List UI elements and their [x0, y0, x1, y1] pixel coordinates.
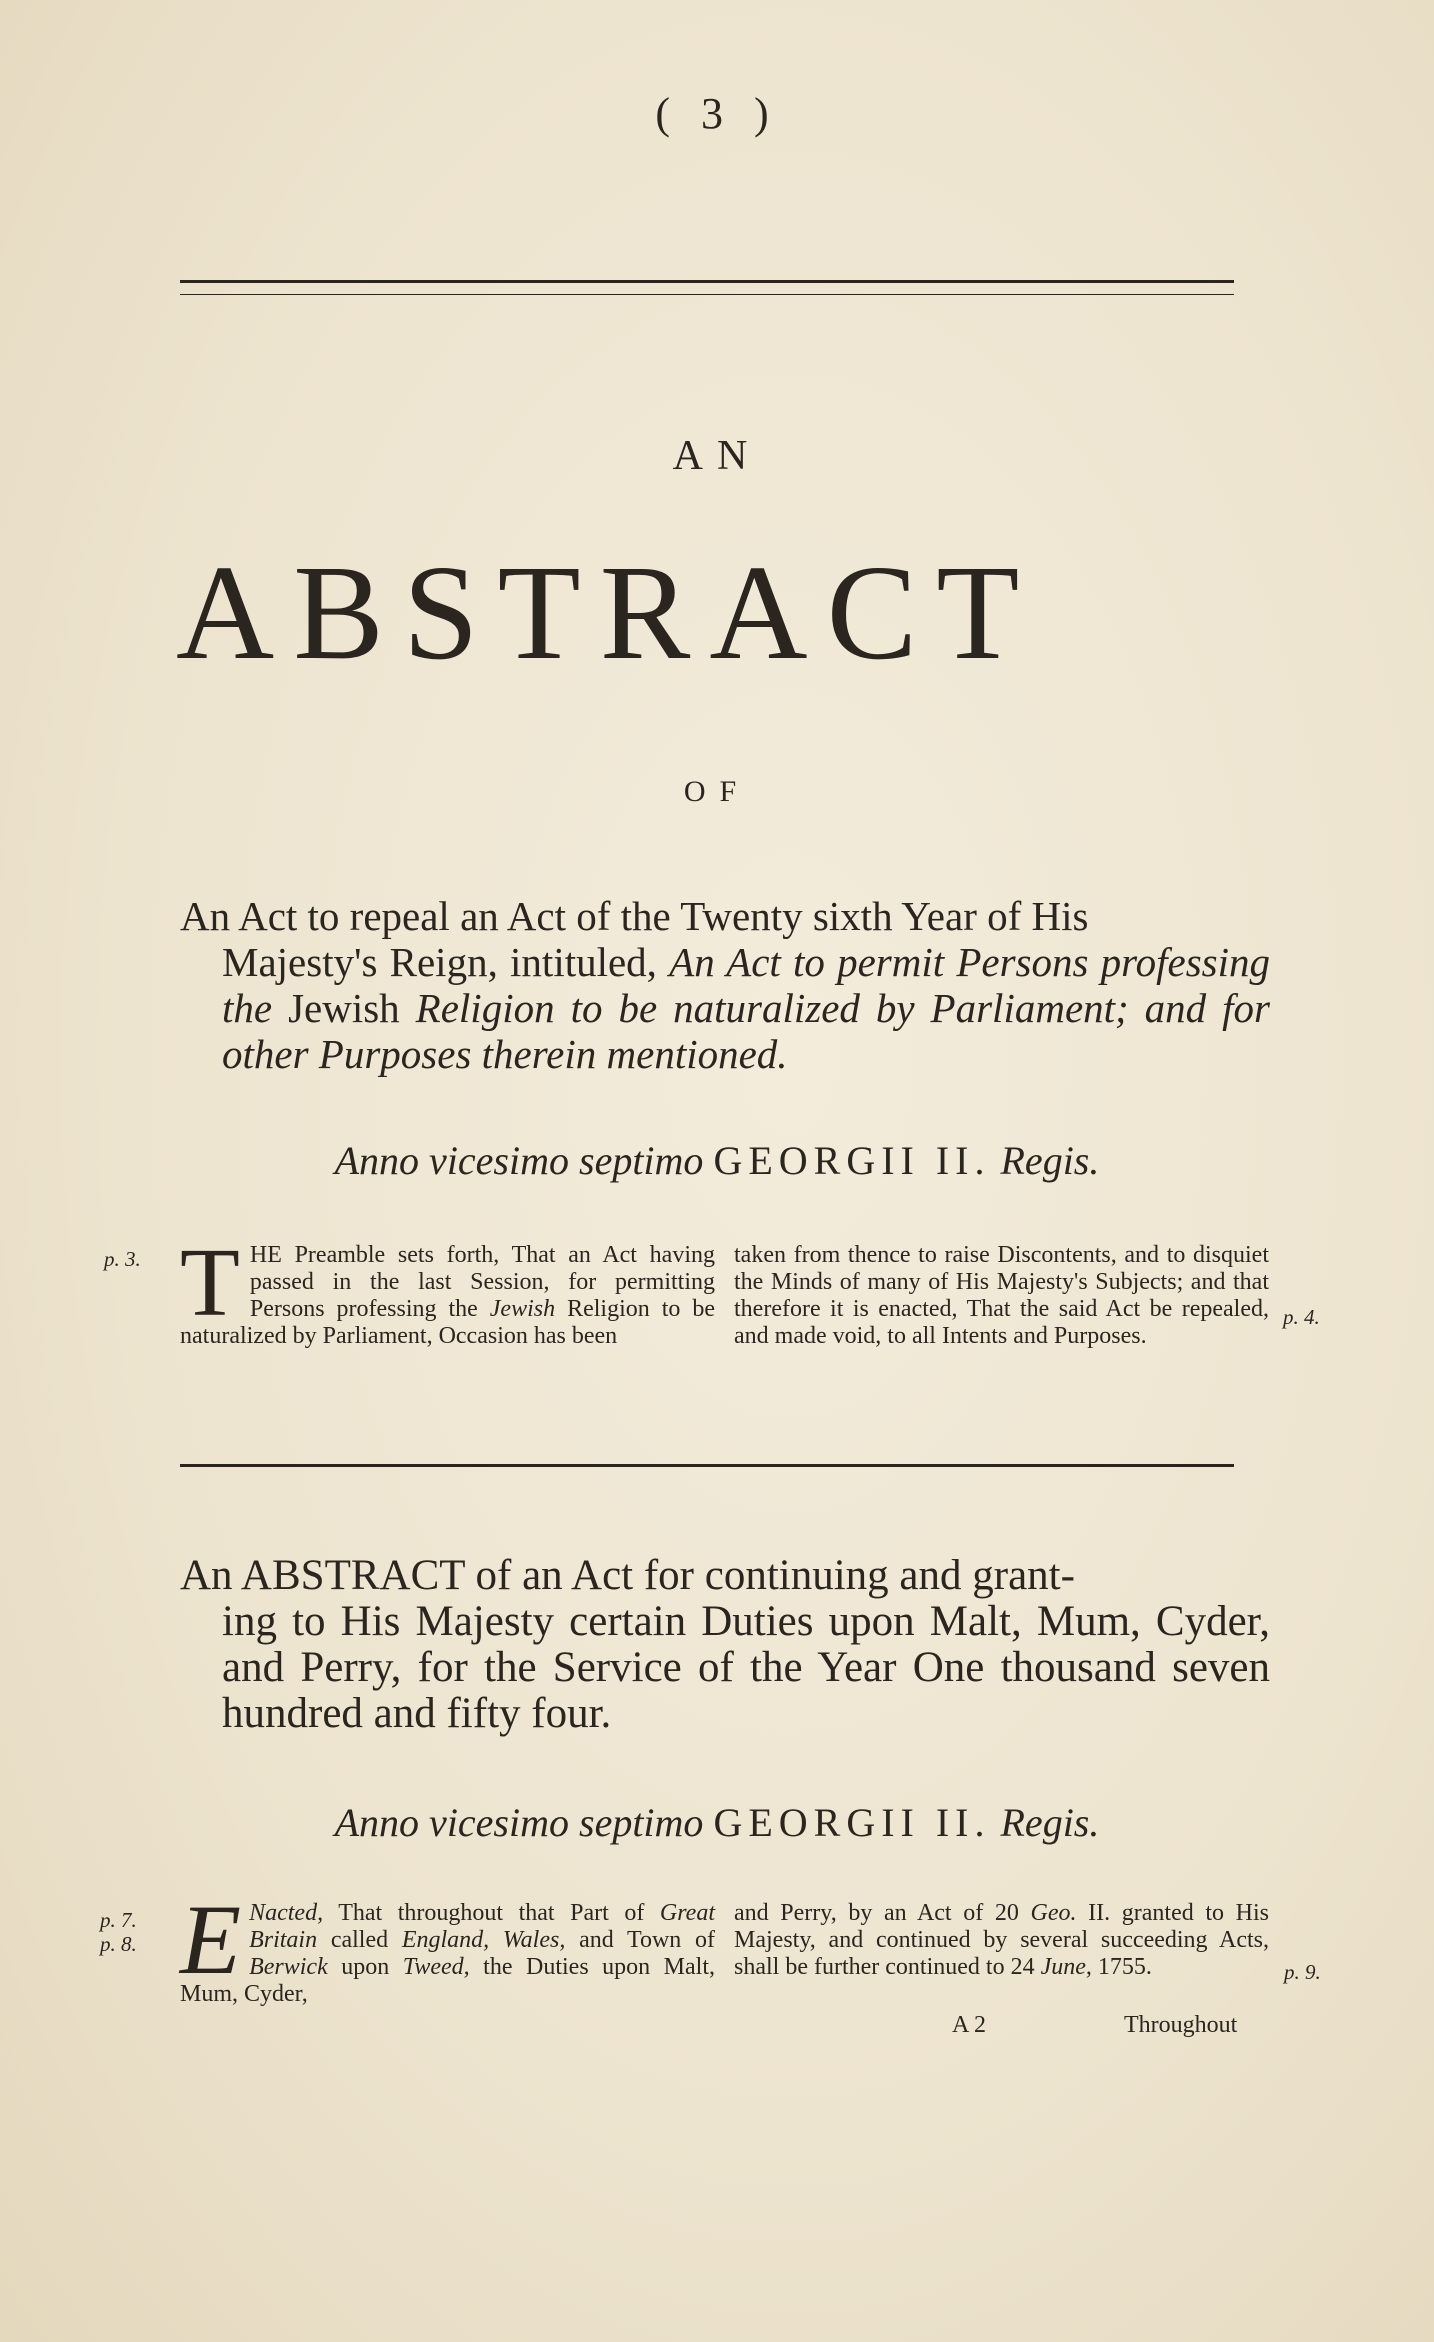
act2-col1-duties: the Duties upon Malt, Mum, Cyder, — [180, 1954, 716, 2007]
act2-col2-a: and Perry, by an Act of 20 — [734, 1900, 1019, 1926]
act2-col1-tweed: Tweed, — [402, 1954, 470, 1980]
middle-rule — [180, 1464, 1234, 1467]
act2-col2-year: 1755. — [1097, 1954, 1152, 1980]
act2-col1-berwick: Berwick — [249, 1954, 328, 1980]
act1-dropcap: T — [180, 1229, 240, 1337]
act2-dropcap: E — [180, 1884, 242, 1995]
act2-margin-left-1: p. 7. — [100, 1908, 137, 1932]
act1-title — [180, 893, 1270, 1077]
act1-col1-text-end: Religion to be naturalized by Parliament, Occasion has been — [180, 1296, 716, 1349]
act2-title-rest: ing to His Majesty certain Duties upon Malt, Mum, Cyder, and Perry, for the Service of the Year One thousand seven hundred and fifty four. — [222, 1598, 1270, 1737]
top-rule-thin — [180, 294, 1234, 295]
act1-title-plain: Majesty's Reign, intituled, — [222, 939, 657, 985]
act2-title — [180, 1553, 1270, 1737]
act1-regnal-year — [0, 1137, 1434, 1184]
heading-of: OF — [683, 775, 751, 808]
act2-col1-called: called — [330, 1927, 389, 1953]
act2-regnal-regis: Regis. — [1000, 1800, 1100, 1845]
act1-column-left — [180, 1229, 716, 1350]
act2-col1-upon: upon — [341, 1954, 390, 1980]
act1-column-right: taken from thence to raise Discontents, and to disquiet the Minds of many of His Majesty's Subjects; and that therefore it is enacted, That the said Act be repealed, and made void, to all Intents and Purposes. — [734, 1242, 1269, 1349]
act2-col2-geo: Geo. — [1030, 1900, 1077, 1926]
act2-margin-right: p. 9. — [1284, 1960, 1321, 1984]
page-number: ( 3 ) — [655, 89, 779, 138]
act1-title-italic-1: An Act to permit Persons professing the — [222, 939, 1270, 1031]
act1-title-italic-2: Religion to be naturalized by Parliament; and for other Purposes therein mentioned. — [222, 985, 1271, 1077]
act2-col1-enacted: Nacted, — [249, 1900, 324, 1926]
act2-regnal-year — [0, 1799, 1434, 1846]
act2-column-left — [180, 1884, 716, 2008]
act1-margin-right: p. 4. — [1283, 1305, 1320, 1329]
heading-an: AN — [672, 433, 762, 479]
act2-column-right — [734, 1900, 1269, 1981]
act2-col2-june: June, — [1040, 1954, 1092, 1980]
act2-title-first-line: An ABSTRACT of an Act for continuing and grant- — [180, 1552, 1075, 1599]
act1-regnal-georgii: GEORGII II. — [713, 1138, 991, 1183]
top-rule-thick — [180, 280, 1234, 283]
act2-col1-and-town: and Town of — [579, 1927, 716, 1953]
act1-title-first-line: An Act to repeal an Act of the Twenty sixth Year of His — [180, 893, 1089, 939]
act2-col1-a: That throughout that Part of — [338, 1900, 645, 1926]
act2-regnal-georgii: GEORGII II. — [713, 1800, 991, 1845]
catchword: Throughout — [1124, 2012, 1238, 2038]
heading-abstract: ABSTRACT — [176, 538, 1039, 688]
signature-mark: A 2 — [952, 2012, 987, 2038]
act2-col1-england-wales: England, Wales, — [401, 1927, 566, 1953]
act2-col1-great-britain: Great Britain — [249, 1900, 715, 1953]
act2-regnal-anno: Anno vicesimo septimo — [334, 1800, 704, 1845]
act2-margin-left-2: p. 8. — [100, 1932, 137, 1956]
act1-col1-italic: Jewish — [489, 1296, 556, 1322]
act1-col1-text: HE Preamble sets forth, That an Act having passed in the last Session, for permitting Persons professing the — [249, 1242, 715, 1322]
act1-regnal-anno: Anno vicesimo septimo — [334, 1138, 704, 1183]
act1-margin-left: p. 3. — [104, 1247, 141, 1271]
act1-title-jewish: Jewish — [288, 985, 400, 1031]
act2-col2-a-end: II. granted to His Majesty, and continued by several succeeding Acts, shall be further continued to 24 — [734, 1900, 1270, 1980]
act1-regnal-regis: Regis. — [1000, 1138, 1100, 1183]
